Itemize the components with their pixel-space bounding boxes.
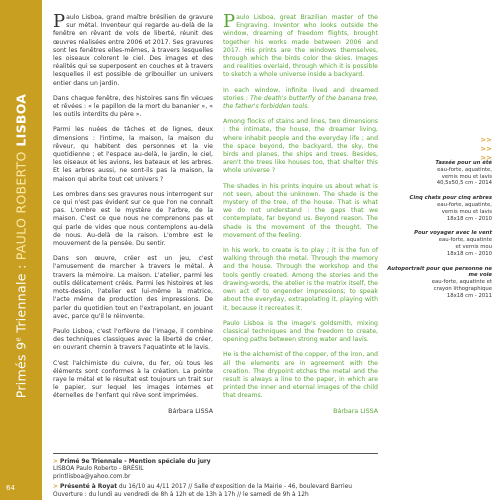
english-paragraph (223, 11, 378, 80)
caption-line: crayon lithographique (433, 285, 492, 292)
caption-line: vernis mou et lavis (441, 208, 492, 215)
french-paragraph: Parmi les nuées de tâches et de lignes, deux dimensions : l'intime, la maison, la maison du rêveur, qu habitent des personnes et la vie quotidienne ; et l'espace au-delà, le jardin, le ciel, les oiseaux et les avions, les bateaux et les arbres. Et les arbres aussi, ne sont-ils pas la maison, la maison qui abrite tout cet univers ? (53, 126, 213, 183)
title-part-artist-first: PAULO ROBERTO (13, 151, 29, 261)
english-paragraph-text: In each window, infinite lived and dreamed stories : (223, 86, 378, 102)
english-paragraph: Paulo Lisboa is the image's goldsmith, mixing classical techniques and the freedom to create, opening paths between strong water and lavis. (223, 319, 378, 344)
french-paragraph: Paulo Lisboa, c'est l'orfèvre de l'image, il combine des techniques classiques avec la liberté de créer, en ouvrant chemin à travers l'aquatinte et le lavis. (53, 327, 213, 352)
english-paragraph: The shades in his prints inquire us about what is not seen, about the unknown. The shade is the mystery of the tree, of the house. That is what we do not understand : the gaps that we contemplate, far beyond us. Beyond reason. The shade is the movement of the thought. The movement of the feeling. (223, 182, 378, 239)
venue-line (53, 484, 433, 491)
french-paragraph: Les ombres dans ses gravures nous interrogent sur ce qui n'est pas évident sur ce que l'on ne connaît pas. L'ombre est le mystère de l'arbre, de la maison. C'est ce que nous ne comprenons pas et qui parle de vides que nous contemplons au-delà de nous. Au-delà de la raison. L'ombre est le mouvement de la pensée. Du sentir. (53, 190, 213, 248)
caption-title: Cinq chats pour cinq arbres (409, 195, 492, 202)
artwork-caption (384, 266, 492, 300)
caption-line: eau-forte, aquatinte et (431, 279, 492, 286)
english-text-column (223, 11, 378, 416)
page-number: 64 (6, 484, 15, 492)
bullet-marker: > (53, 459, 60, 465)
english-paragraph-text: aulo Lisboa, great Brazilian master of the Engraving. Inventor who looks outside the window, dreaming of freedom flights, brought together his works made between 2006 and 2017. His prints are the windows themselves, through which the birds color the skies. Images and realities overlaid, through which it is possible to sketch a whole universe inside a backyard. (223, 14, 378, 79)
venue-label: Présenté à Royat (60, 484, 118, 491)
email-line: printlisboa@yahoo.com.br (53, 473, 131, 480)
opening-hours-line: Ouverture : du lundi au vendredi de 8h à 12h et de 13h à 17h // le samedi de 9h à 12h (53, 491, 309, 498)
english-paragraph (223, 87, 378, 112)
vertical-title (14, 94, 29, 399)
caption-line: 18x18 cm - 2010 (446, 215, 492, 222)
caption-line: et vernis mou (455, 243, 492, 250)
caption-line: 18x18 cm - 2011 (446, 292, 492, 299)
english-paragraph: He is the alchemist of the copper, of the iron, and all the elements are in agreement with the creation. The drypoint etches the metal and the result is always a line to the paper, in which are printed the inner and eternal images of the child that dreams. (223, 351, 378, 400)
artwork-captions (384, 160, 492, 308)
french-paragraph: Dans son œuvre, créer est un jeu, c'est l'amusement de marcher à travers le métal. À travers la mémoire. La maison. L'atelier, parmi les outils délicatement créés. Parmi les histoires et les mots-dessin, l'atelier est lui-même la matrice, l'acte même de production des impressions. De parler du quotidien tout en l'extrapolant, en jouant avec, parce qu'il le réinvente. (53, 255, 213, 320)
french-paragraph (53, 11, 213, 88)
award-text: Primé 9e Triennale - Mention spéciale du jury (60, 459, 211, 465)
arrow-marker: >> (480, 145, 492, 153)
caption-title: Pour voyager avec le vent (414, 230, 492, 237)
title-part-primes: Primés 9 (13, 341, 29, 399)
title-superscript: e (14, 337, 23, 342)
caption-line: 18x18 cm - 2010 (446, 250, 492, 257)
french-text-column (53, 11, 213, 416)
french-paragraph: C'est l'alchimiste du cuivre, du fer, où tous les éléments sont conformes à la création. La pointe raye le métal et le résultat est toujours un trait sur le papier, sur lequel les images internes et éternelles de l'enfant qui rêve sont imprimées. (53, 359, 213, 400)
caption-line: eau-forte, aquatinte, (437, 201, 492, 208)
french-paragraph-text: aulo Lisboa, grand maître brésilien de gravure sur métal. Inventeur qui regarde au-delà de la fenêtre en rêvant de vols de liberté, réunit des œuvres réalisées entre 2006 et 2017. Ses gravures sont les fenêtres elles-mêmes, à travers lesquelles les oiseaux colorent le ciel. Des images et des réalités qui se superposent en couches et à travers lesquelles il est possible de gribouiller un univers entier dans un jardin. (53, 14, 213, 87)
title-part-triennale: Triennale : (13, 260, 29, 338)
caption-line: 40,5x50,5 cm - 2014 (436, 180, 492, 187)
venue-details: du 16/10 au 4/11 2017 // Salle d'exposition de la Mairie - 46, boulevard Barrieu (117, 484, 353, 491)
english-paragraph: Among flocks of stains and lines, two dimensions : the intimate, the house, the dreamer living, where inhabit people and the everyday life ; and the space beyond, the backyard, the sky, the birds and planes, the ships and trees. Besides, aren't the trees like houses too, that shelter this whole universe ? (223, 118, 378, 175)
english-signature: Bárbara LISSA (333, 407, 378, 415)
french-signature: Bárbara LISSA (168, 407, 213, 415)
caption-line: eau-forte, aquatinte (438, 237, 492, 244)
caption-title: Tassée pour un été (435, 160, 492, 166)
artist-line: LISBOA Paulo Roberto - BRÉSIL (53, 466, 144, 473)
section-divider (53, 453, 378, 454)
arrow-marker: >> (480, 154, 492, 162)
artwork-caption (384, 195, 492, 222)
dropcap: P (223, 11, 236, 32)
arrow-marker: >> (480, 136, 492, 144)
caption-title: Autoportrait pour que personne ne me voie (387, 265, 492, 279)
sidebar-band (0, 0, 42, 500)
artwork-caption (384, 230, 492, 257)
bullet-marker: > (53, 484, 60, 491)
french-paragraph: Dans chaque fenêtre, des histoires sans fin vécues et rêvées : « le papillon de la mort du bananier », « les outils interdits du père ». (53, 94, 213, 119)
arrow-markers (480, 136, 492, 163)
caption-line: eau-forte, aquatinte, (437, 166, 492, 173)
title-part-artist-last: LISBOA (13, 93, 29, 152)
artwork-caption (384, 160, 492, 187)
caption-line: vernis mou et lavis (441, 173, 492, 180)
exhibition-info (53, 459, 433, 499)
english-paragraph: In his work, to create is to play ; it is the fun of walking through the metal. Through the memory and the house. Through the workshop and the tools gently created. Among the stories and the drawing-words, the atelier is the matrix itself, the own act of to engender impressions; to speak about the everyday, extrapolating it, playing with it, because it recreates it. (223, 247, 378, 312)
english-italic-titles: The death's butterfly of the banana tree, the father's forbidden tools. (223, 94, 378, 111)
dropcap: P (53, 11, 66, 32)
